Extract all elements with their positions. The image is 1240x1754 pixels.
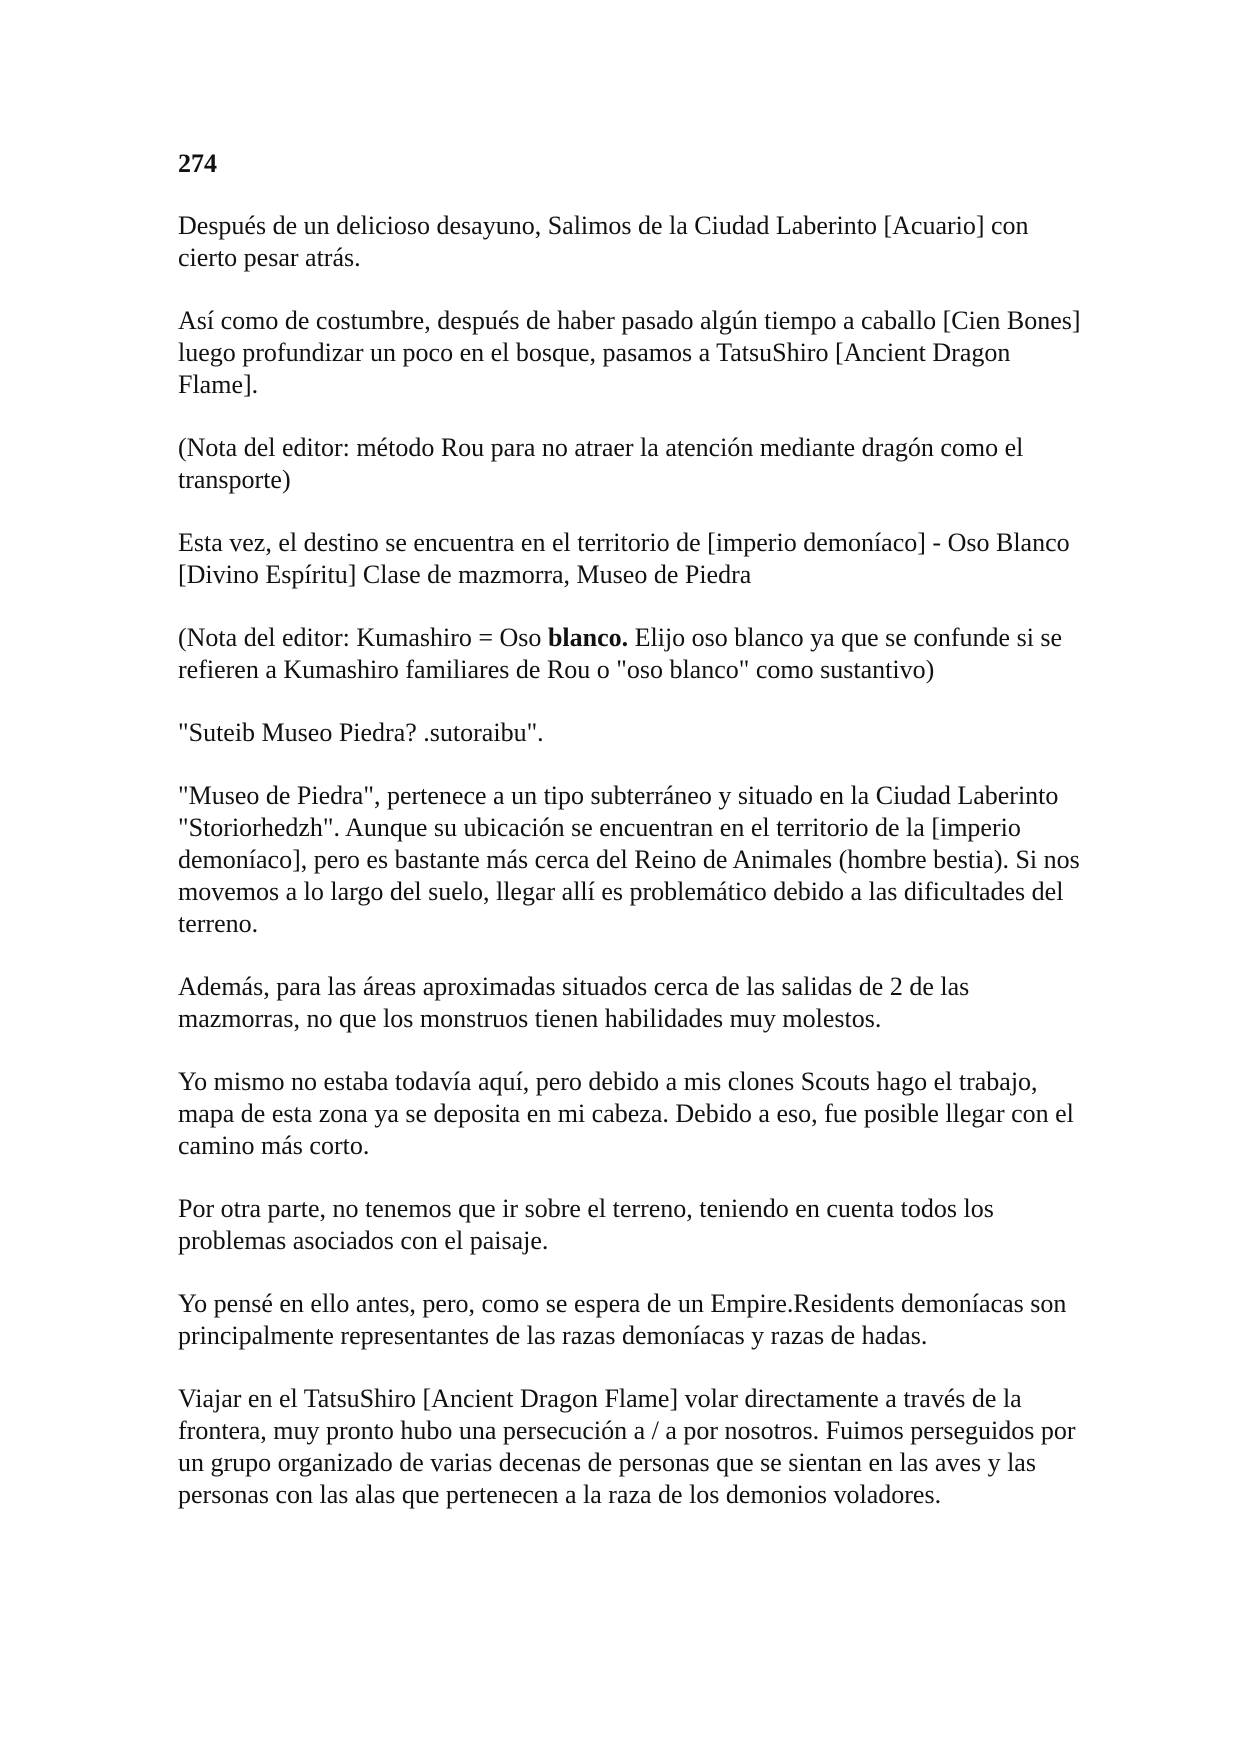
editor-note-kumashiro: [178, 622, 1083, 686]
editor-note: (Nota del editor: método Rou para no atraer la atención mediante dragón como el transporte): [178, 433, 1024, 494]
paragraph: Yo mismo no estaba todavía aquí, pero debido a mis clones Scouts hago el trabajo, mapa de esta zona ya se deposita en mi cabeza. Debido a eso, fue posible llegar con el camino más corto.: [178, 1067, 1074, 1160]
paragraph: Después de un delicioso desayuno, Salimos de la Ciudad Laberinto [Acuario] con cierto pesar atrás.: [178, 211, 1029, 272]
paragraph: Yo pensé en ello antes, pero, como se espera de un Empire.Residents demoníacas son principalmente representantes de las razas demoníacas y razas de hadas.: [178, 1289, 1067, 1350]
dialogue-line: "Suteib Museo Piedra? .sutoraibu".: [178, 718, 544, 747]
paragraph: Esta vez, el destino se encuentra en el territorio de [imperio demoníaco] - Oso Blanco [Divino Espíritu] Clase de mazmorra, Museo de Piedra: [178, 528, 1070, 589]
note-text-before: (Nota del editor: Kumashiro = Oso: [178, 623, 548, 652]
document-page: [178, 148, 1083, 1542]
paragraph: Además, para las áreas aproximadas situados cerca de las salidas de 2 de las mazmorras, no que los monstruos tienen habilidades muy molestos.: [178, 972, 970, 1033]
note-text-after: Elijo oso blanco ya que se confunde si se refieren a Kumashiro familiares de Rou o "oso blanco" como sustantivo): [178, 623, 1063, 684]
paragraph: Así como de costumbre, después de haber pasado algún tiempo a caballo [Cien Bones] luego profundizar un poco en el bosque, pasamos a TatsuShiro [Ancient Dragon Flame].: [178, 306, 1081, 399]
paragraph: Por otra parte, no tenemos que ir sobre el terreno, teniendo en cuenta todos los problemas asociados con el paisaje.: [178, 1194, 994, 1255]
chapter-number: 274: [178, 149, 217, 178]
paragraph: Viajar en el TatsuShiro [Ancient Dragon Flame] volar directamente a través de la frontera, muy pronto hubo una persecución a / a por nosotros. Fuimos perseguidos por un grupo organizado de varias decenas de personas que se sientan en las aves y las personas con las alas que pertenecen a la raza de los demonios voladores.: [178, 1384, 1076, 1509]
note-text-bold: blanco.: [547, 623, 629, 652]
paragraph: "Museo de Piedra", pertenece a un tipo subterráneo y situado en la Ciudad Laberinto "Storiorhedzh". Aunque su ubicación se encuentran en el territorio de la [imperio demoníaco], pero es bastante más cerca del Reino de Animales (hombre bestia). Si nos movemos a lo largo del suelo, llegar allí es problemático debido a las dificultades del terreno.: [178, 781, 1080, 938]
